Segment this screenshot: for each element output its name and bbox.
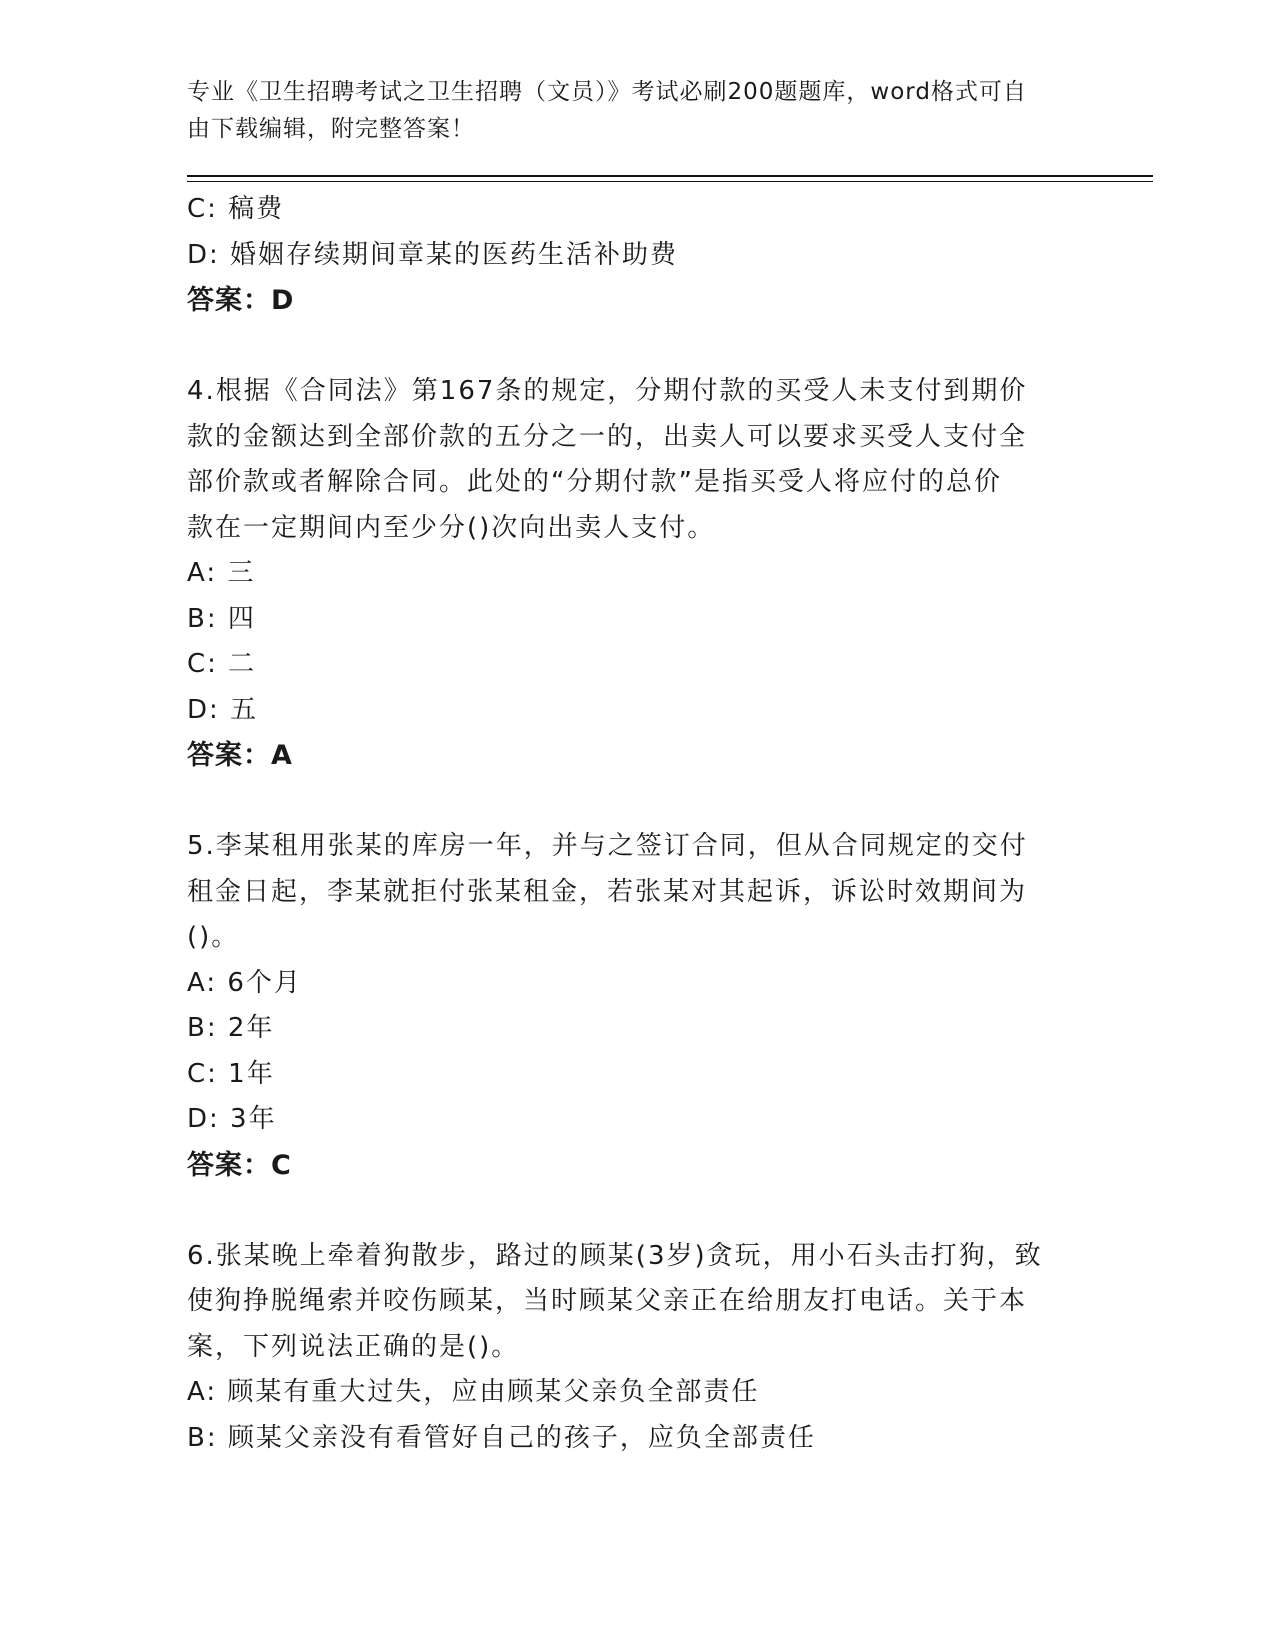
option-a: A: 6个月 [187,967,302,998]
answer-label: 答案：D [187,285,295,316]
option-c: C: 稿费 [187,194,285,224]
option-c: C: 1年 [187,1058,275,1089]
question-text-line: 6.张某晚上牵着狗散步，路过的顾某(3岁)贪玩，用小石头击打狗，致 [187,1240,1043,1271]
header-divider-thin [187,181,1153,182]
option-b: B: 四 [187,603,256,634]
option-c: C: 二 [187,649,257,679]
question-6 [187,1234,1077,1462]
document-header [187,74,1067,148]
question-4 [187,369,1077,779]
question-text-line: 5.李某租用张某的库房一年，并与之签订合同，但从合同规定的交付 [187,831,1028,861]
spacer [187,1188,1077,1234]
option-d: D: 3年 [187,1104,277,1134]
option-b: B: 2年 [187,1013,275,1043]
question-text-line: 租金日起，李某就拒付张某租金，若张某对其起诉，诉讼时效期间为 [187,876,1028,907]
option-a: A: 三 [187,558,256,588]
header-title-line-2: 由下载编辑，附完整答案！ [187,116,475,142]
question-3 [187,187,1077,324]
spacer [187,324,1077,370]
spacer [187,779,1077,825]
question-text-line: 款在一定期间内至少分()次向出卖人支付。 [187,512,716,543]
question-text-line: 部价款或者解除合同。此处的“分期付款”是指买受人将应付的总价 [187,467,1002,497]
question-text-line: 4.根据《合同法》第167条的规定，分期付款的买受人未支付到期价 [187,376,1028,406]
option-b: B: 顾某父亲没有看管好自己的孩子，应负全部责任 [187,1422,816,1453]
question-text-line: ()。 [187,922,240,952]
question-text-line: 使狗挣脱绳索并咬伤顾某，当时顾某父亲正在给朋友打电话。关于本 [187,1286,1028,1316]
question-5 [187,824,1077,1188]
question-text-line: 款的金额达到全部价款的五分之一的，出卖人可以要求买受人支付全 [187,421,1028,452]
header-divider-thick [187,175,1153,177]
answer-label: 答案：C [187,1149,292,1181]
question-list [187,187,1077,1461]
option-a: A: 顾某有重大过失，应由顾某父亲负全部责任 [187,1377,760,1407]
answer-label: 答案：A [187,740,293,771]
option-d: D: 婚姻存续期间章某的医药生活补助费 [187,239,679,270]
option-d: D: 五 [187,694,259,725]
question-text-line: 案，下列说法正确的是()。 [187,1331,520,1362]
header-title-line-1: 专业《卫生招聘考试之卫生招聘（文员）》考试必刷200题题库，word格式可自 [187,79,1027,105]
